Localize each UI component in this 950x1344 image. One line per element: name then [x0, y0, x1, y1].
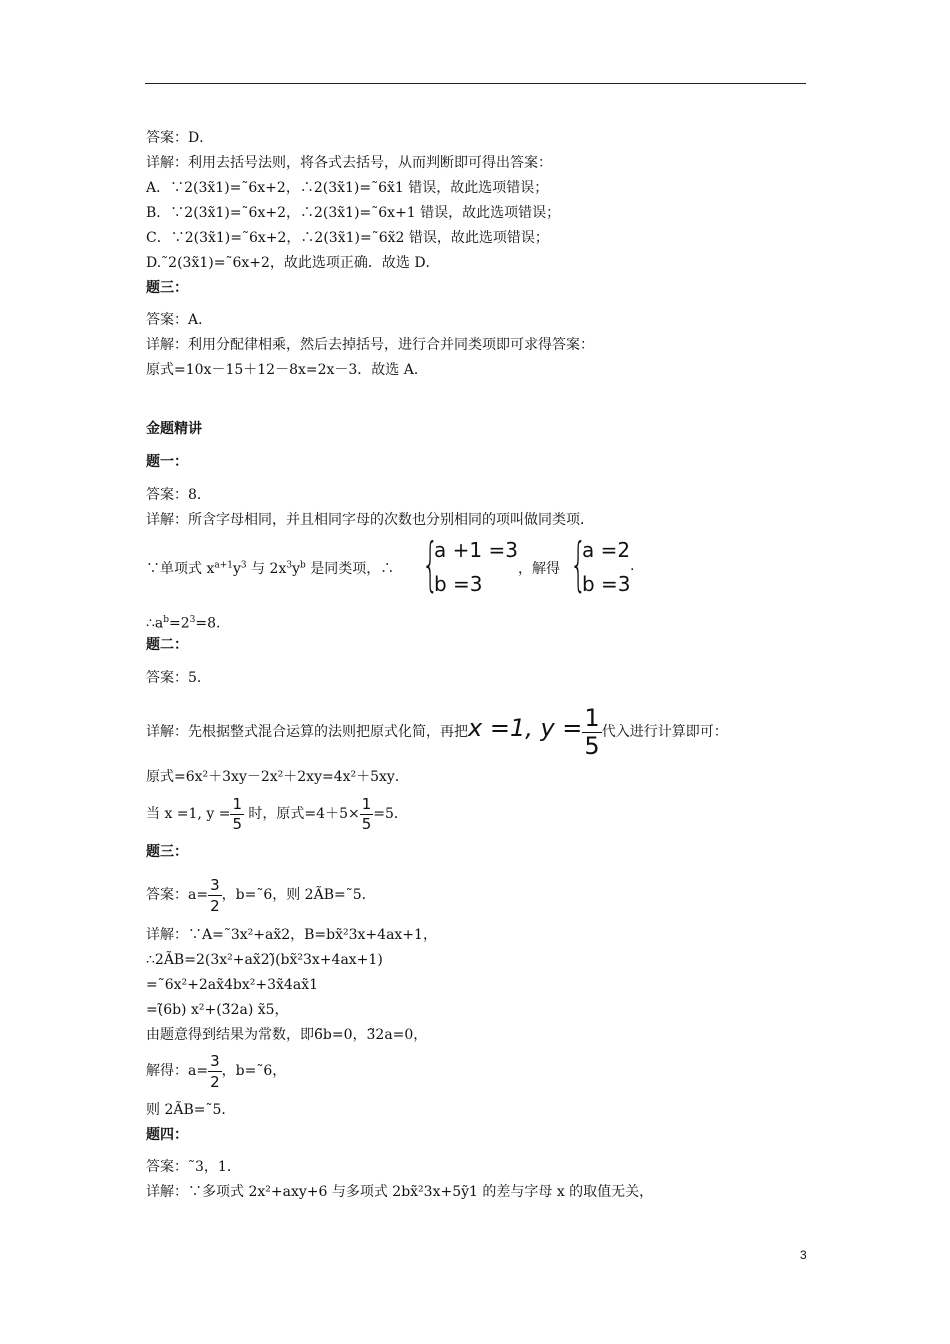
- fraction: $\frac{3}{2}$: [210, 1051, 220, 1091]
- explanation-line: 详解：∵A=˜3x²+ax̃2，B=bx̃²3x+4ax+1，: [146, 927, 437, 943]
- section-heading: 题二：: [146, 637, 188, 653]
- option-a-line: A．∵2(3x̃1)=˜6x+2，∴2(3x̃1)=˜6x̃1 错误，故此选项错误；: [146, 180, 549, 196]
- fraction: $\frac{1}{5}$: [584, 703, 600, 760]
- section-heading: 题一：: [146, 454, 188, 470]
- answer-line: 答案：5．: [146, 670, 211, 686]
- explanation-line: 详解：所含字母相同，并且相同字母的次数也分别相同的项叫做同类项．: [146, 512, 594, 528]
- header-rule: [145, 83, 806, 84]
- section-heading: 题三：: [146, 844, 188, 860]
- section-title: 金题精讲: [146, 421, 202, 437]
- explanation-line: 详解：∵多项式 2x²+axy+6 与多项式 2bx̃²3x+5ỹ1 的差与字母 x 的取值无关，: [146, 1184, 654, 1200]
- section-heading: 题三：: [146, 280, 188, 296]
- formula-line: =˜6x²+2ax̃4bx²+3x̃4ax̃1: [146, 977, 318, 993]
- answer-line: 答案：˜3，1．: [146, 1159, 241, 1175]
- fraction: $\frac{1}{5}$: [232, 794, 242, 833]
- answer-line: 答案：D．: [146, 130, 214, 146]
- answer-line: 答案：8．: [146, 487, 211, 503]
- explanation-line: 详解：利用去括号法则，将各式去括号，从而判断即可得出答案：: [146, 155, 552, 171]
- answer-line: 答案：a= $\frac{3}{2}$ ，b=˜6，则 2ÃB=˜5．: [146, 875, 376, 915]
- substitution-line: 当 x =1, y = $\frac{1}{5}$ 时，原式=4＋5× $\frac{1}{5}$ =5．: [146, 794, 408, 833]
- result-line: 则 2ÃB=˜5．: [146, 1102, 236, 1118]
- option-d-line: D.˜2(3x̃1)=˜6x+2，故此选项正确．故选 D．: [146, 255, 440, 271]
- page-number: 3: [800, 1248, 807, 1262]
- explanation-line: 由题意得到结果为常数，即6̃b=0，3̃2a=0，: [146, 1027, 428, 1043]
- answer-line: 答案：A．: [146, 312, 213, 328]
- option-c-line: C．∵2(3x̃1)=˜6x+2，∴2(3x̃1)=˜6x̃2 错误，故此选项错误；: [146, 230, 549, 246]
- formula-line: 原式=10x－15＋12－8x=2x－3．故选 A．: [146, 362, 428, 378]
- fraction: $\frac{1}{5}$: [361, 794, 372, 833]
- solution-line: 解得：a= $\frac{3}{2}$ ，b=˜6，: [146, 1051, 287, 1091]
- section-heading: 题四：: [146, 1127, 188, 1143]
- formula-line: ∴2ÃB=2(3x²+ax̃2)̃(bx̃²3x+4ax+1): [146, 952, 383, 968]
- option-b-line: B．∵2(3x̃1)=˜6x+2，∴2(3x̃1)=˜6x+1 错误，故此选项错误；: [146, 205, 561, 221]
- formula-line: =(̃6b) x²+(3̃2a) x̃5，: [146, 1002, 289, 1018]
- explanation-line: 详解：利用分配律相乘，然后去掉括号，进行合并同类项即可求得答案：: [146, 337, 594, 353]
- result-line: $\therefore a^b=2^3=8$．: [146, 615, 231, 632]
- formula-line: 原式=6x²＋3xy－2x²＋2xy=4x²＋5xy．: [146, 769, 409, 785]
- fraction: $\frac{3}{2}$: [210, 875, 220, 915]
- explanation-line: 详解：先根据整式混合运算的法则把原式化简，再把x =1, y = $\frac{1}{5}$ 代入进行计算即可：: [146, 703, 728, 760]
